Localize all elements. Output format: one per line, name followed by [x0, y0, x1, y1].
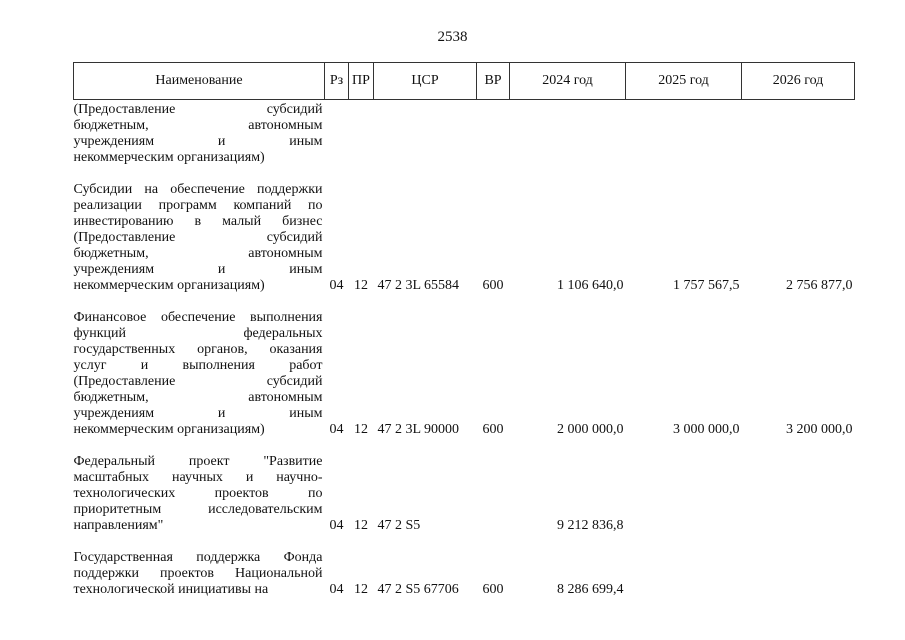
- cell-amount-2024: 2 000 000,0: [557, 422, 624, 437]
- header-row: [74, 63, 855, 100]
- cell-amount-2024: 8 286 699,4: [557, 582, 624, 597]
- cell-name-line: учреждениям и иным: [73, 406, 323, 421]
- row-spacer: [74, 534, 855, 550]
- cell-name-line: технологической инициативы на: [73, 582, 269, 597]
- cell-amount-2025: [626, 550, 742, 598]
- header-year-2026: 2026 год: [742, 63, 855, 100]
- cell-name: [74, 182, 325, 294]
- cell-name-line: направлениям": [73, 518, 164, 533]
- cell-amount-2024: [510, 100, 626, 167]
- cell-csr: 47 2 S5: [377, 518, 421, 533]
- cell-amount-2025: [626, 100, 742, 167]
- table-header: [74, 63, 855, 100]
- table-row: [74, 182, 855, 294]
- row-spacer-cell: [74, 166, 855, 182]
- cell-pr: 12: [354, 582, 368, 597]
- cell-name-line: Государственная поддержка Фонда: [73, 550, 323, 565]
- cell-name: [74, 100, 325, 167]
- table-row: [74, 310, 855, 438]
- budget-table-container: [73, 62, 854, 598]
- cell-pr: [349, 100, 374, 167]
- cell-rz: 04: [329, 278, 344, 293]
- cell-amount-2025: [626, 454, 742, 534]
- cell-name-line: некоммерческим организациям): [73, 422, 265, 437]
- cell-name-line: Финансовое обеспечение выполнения: [73, 310, 323, 325]
- cell-name-line: некоммерческим организациям): [73, 150, 265, 165]
- header-vr: ВР: [477, 63, 510, 100]
- header-name: Наименование: [74, 63, 325, 100]
- cell-vr: 600: [482, 422, 504, 437]
- cell-name-line: бюджетным, автономным: [73, 246, 323, 261]
- cell-amount-2025: 1 757 567,5: [673, 278, 740, 293]
- cell-name-line: (Предоставление субсидий: [73, 102, 323, 117]
- row-spacer-cell: [74, 438, 855, 454]
- row-spacer-cell: [74, 534, 855, 550]
- cell-name-line: государственных органов, оказания: [73, 342, 323, 357]
- cell-name: [74, 310, 325, 438]
- cell-name-line: приоритетным исследовательским: [73, 502, 323, 517]
- table-row: [74, 454, 855, 534]
- cell-amount-2024: 9 212 836,8: [557, 518, 624, 533]
- cell-name-line: бюджетным, автономным: [73, 118, 323, 133]
- cell-rz: 04: [329, 422, 344, 437]
- cell-vr: 600: [482, 582, 504, 597]
- row-spacer-cell: [74, 294, 855, 310]
- cell-rz: 04: [329, 518, 344, 533]
- cell-rz: 04: [329, 582, 344, 597]
- cell-csr: 47 2 3L 90000: [377, 422, 460, 437]
- cell-name-line: (Предоставление субсидий: [73, 230, 323, 245]
- cell-name-line: масштабных научных и научно-: [73, 470, 323, 485]
- cell-name-line: технологических проектов по: [73, 486, 323, 501]
- cell-amount-2026: [742, 454, 855, 534]
- cell-vr: [477, 100, 510, 167]
- header-rz: Рз: [325, 63, 349, 100]
- cell-rz: [325, 100, 349, 167]
- cell-name-line: некоммерческим организациям): [73, 278, 265, 293]
- cell-name-line: учреждениям и иным: [73, 262, 323, 277]
- cell-amount-2026: 3 200 000,0: [786, 422, 853, 437]
- header-year-2025: 2025 год: [626, 63, 742, 100]
- table-row: [74, 100, 855, 167]
- cell-name-line: бюджетным, автономным: [73, 390, 323, 405]
- cell-amount-2026: [742, 100, 855, 167]
- table-row: [74, 550, 855, 598]
- cell-csr: 47 2 3L 65584: [377, 278, 460, 293]
- cell-name-line: Федеральный проект "Развитие: [73, 454, 323, 469]
- cell-name-line: Субсидии на обеспечение поддержки: [73, 182, 323, 197]
- cell-name: [74, 454, 325, 534]
- row-spacer: [74, 294, 855, 310]
- cell-csr: [374, 100, 477, 167]
- cell-name-line: (Предоставление субсидий: [73, 374, 323, 389]
- budget-table: [73, 62, 855, 598]
- page-number: 2538: [437, 29, 468, 45]
- header-csr: ЦСР: [374, 63, 477, 100]
- cell-amount-2026: 2 756 877,0: [786, 278, 853, 293]
- cell-name-line: реализации программ компаний по: [73, 198, 323, 213]
- header-pr: ПР: [349, 63, 374, 100]
- cell-vr: [477, 454, 510, 534]
- cell-name-line: услуг и выполнения работ: [73, 358, 323, 373]
- table-body: [74, 100, 855, 599]
- cell-name: [74, 550, 325, 598]
- cell-pr: 12: [354, 422, 368, 437]
- cell-vr: 600: [482, 278, 504, 293]
- cell-amount-2026: [742, 550, 855, 598]
- cell-name-line: учреждениям и иным: [73, 134, 323, 149]
- cell-amount-2025: 3 000 000,0: [673, 422, 740, 437]
- cell-name-line: функций федеральных: [73, 326, 323, 341]
- row-spacer: [74, 166, 855, 182]
- cell-pr: 12: [354, 278, 368, 293]
- cell-name-line: инвестированию в малый бизнес: [73, 214, 323, 229]
- header-year-2024: 2024 год: [510, 63, 626, 100]
- row-spacer: [74, 438, 855, 454]
- cell-pr: 12: [354, 518, 368, 533]
- cell-csr: 47 2 S5 67706: [377, 582, 459, 597]
- cell-name-line: поддержки проектов Национальной: [73, 566, 323, 581]
- cell-amount-2024: 1 106 640,0: [557, 278, 624, 293]
